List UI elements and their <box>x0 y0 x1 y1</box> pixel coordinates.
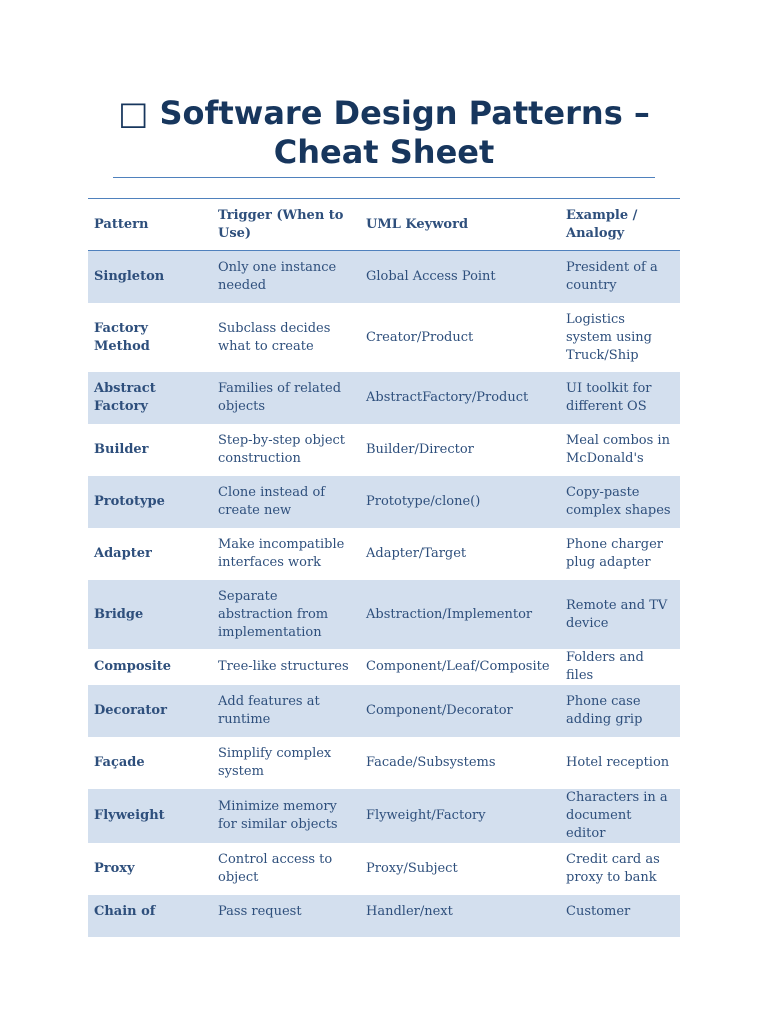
uml-cell: Builder/Director <box>366 442 474 457</box>
title-placeholder-icon: □ <box>118 94 149 132</box>
trigger-cell: Families of related objects <box>212 372 360 424</box>
example-cell: President of a country <box>560 251 680 304</box>
trigger-cell: Make incompatible interfaces work <box>218 537 345 570</box>
example-cell: Credit card as proxy to bank <box>566 852 660 885</box>
table-row <box>88 528 680 580</box>
table-row <box>88 303 680 372</box>
trigger-cell: Subclass decides what to create <box>218 320 331 354</box>
example-cell: Phone case adding grip <box>560 685 680 737</box>
pattern-cell: Proxy <box>94 861 135 876</box>
trigger-cell: Separate abstraction from implementation <box>212 580 360 649</box>
table-row <box>88 737 680 789</box>
example-cell: Customer <box>560 895 680 937</box>
example-cell: Copy-paste complex shapes <box>560 476 680 528</box>
uml-cell: Prototype/clone() <box>360 476 560 528</box>
pattern-cell: Factory Method <box>94 320 150 354</box>
table-row <box>88 843 680 895</box>
table-row <box>88 372 680 424</box>
example-cell: Folders and files <box>566 650 644 683</box>
pattern-cell: Builder <box>94 442 149 457</box>
header-example: Example / Analogy <box>560 199 680 251</box>
trigger-cell: Clone instead of create new <box>212 476 360 528</box>
patterns-table <box>88 198 680 937</box>
trigger-cell: Simplify complex system <box>218 746 332 779</box>
title-text: Software Design Patterns – Cheat Sheet <box>159 94 650 171</box>
page-title <box>88 94 680 172</box>
example-cell: Remote and TV device <box>560 580 680 649</box>
pattern-cell: Composite <box>94 659 172 674</box>
example-cell: Characters in a document editor <box>560 789 680 843</box>
uml-cell: Component/Decorator <box>360 685 560 737</box>
trigger-cell: Tree-like structures <box>218 659 349 674</box>
header-trigger: Trigger (When to Use) <box>212 199 360 251</box>
table-row <box>88 580 680 649</box>
table-row <box>88 476 680 528</box>
table-row <box>88 895 680 937</box>
uml-cell: Proxy/Subject <box>366 861 458 876</box>
uml-cell: Facade/Subsystems <box>366 755 496 770</box>
uml-cell: Creator/Product <box>366 329 474 345</box>
trigger-cell: Add features at runtime <box>212 685 360 737</box>
trigger-cell: Only one instance needed <box>212 251 360 304</box>
table-row <box>88 424 680 476</box>
pattern-cell: Decorator <box>88 685 212 737</box>
pattern-cell: Chain of <box>88 895 212 937</box>
example-cell: UI toolkit for different OS <box>560 372 680 424</box>
trigger-cell: Control access to object <box>218 852 333 885</box>
table-row <box>88 649 680 685</box>
table-row <box>88 789 680 843</box>
pattern-cell: Singleton <box>88 251 212 304</box>
pattern-cell: Adapter <box>94 546 152 561</box>
uml-cell: Abstraction/Implementor <box>360 580 560 649</box>
header-uml-keyword: UML Keyword <box>360 199 560 251</box>
uml-cell: Component/Leaf/Composite <box>366 659 550 674</box>
pattern-cell: Bridge <box>88 580 212 649</box>
title-divider <box>113 177 655 178</box>
pattern-cell: Façade <box>94 755 145 770</box>
header-pattern: Pattern <box>88 199 212 251</box>
pattern-cell: Flyweight <box>88 789 212 843</box>
pattern-cell: Prototype <box>88 476 212 528</box>
example-cell: Hotel reception <box>566 755 670 770</box>
uml-cell: AbstractFactory/Product <box>360 372 560 424</box>
uml-cell: Flyweight/Factory <box>360 789 560 843</box>
trigger-cell: Step-by-step object construction <box>218 433 346 466</box>
uml-cell: Handler/next <box>360 895 560 937</box>
trigger-cell: Pass request <box>212 895 360 937</box>
pattern-cell: Abstract Factory <box>88 372 212 424</box>
uml-cell: Adapter/Target <box>366 546 467 561</box>
table-header-row <box>88 199 680 251</box>
trigger-cell: Minimize memory for similar objects <box>212 789 360 843</box>
table-row <box>88 251 680 304</box>
table-row <box>88 685 680 737</box>
example-cell: Meal combos in McDonald's <box>566 433 670 466</box>
uml-cell: Global Access Point <box>360 251 560 304</box>
example-cell: Logistics system using Truck/Ship <box>566 311 652 363</box>
example-cell: Phone charger plug adapter <box>566 537 663 570</box>
